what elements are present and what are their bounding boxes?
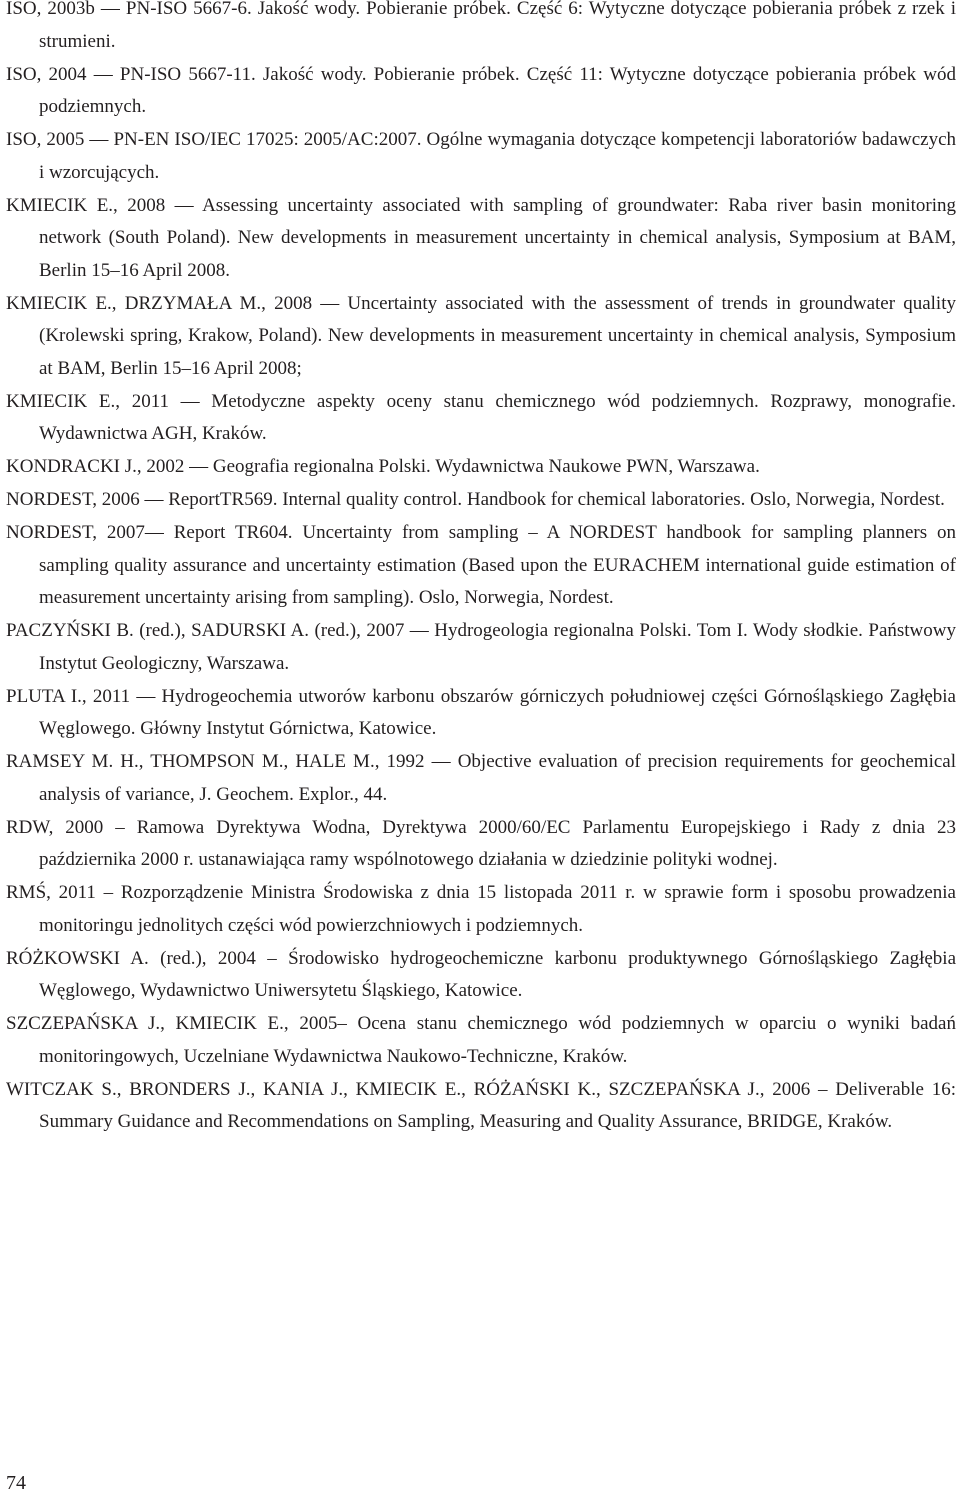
reference-item: ISO, 2003b — PN-ISO 5667-6. Jakość wody. Pobieranie próbek. Część 6: Wytyczne dotyczące pobierania próbek z rzek i strumieni.	[6, 0, 956, 52]
reference-item: NORDEST, 2006 — ReportTR569. Internal quality control. Handbook for chemical laboratories. Oslo, Norwegia, Nordest.	[6, 489, 945, 510]
reference-item: ISO, 2005 — PN-EN ISO/IEC 17025: 2005/AC:2007. Ogólne wymagania dotyczące kompetencji laboratoriów badawczych i wzorcujących.	[6, 129, 956, 183]
page-number: 74	[6, 1472, 26, 1494]
reference-item: RMŚ, 2011 – Rozporządzenie Ministra Środowiska z dnia 15 listopada 2011 r. w sprawie form i sposobu prowadzenia monitoringu jednolitych części wód powierzchniowych i podziemnych.	[6, 882, 956, 936]
reference-item: KMIECIK E., 2008 — Assessing uncertainty associated with sampling of groundwater: Raba river basin monitoring network (South Poland). New developments in measurement uncertainty in chemical analysis, Symposium at BAM, Berlin 15–16 April 2008.	[6, 194, 956, 281]
reference-item: KMIECIK E., 2011 — Metodyczne aspekty oceny stanu chemicznego wód podziemnych. Rozprawy, monografie. Wydawnictwa AGH, Kraków.	[6, 390, 956, 444]
reference-item: RAMSEY M. H., THOMPSON M., HALE M., 1992 — Objective evaluation of precision requirements for geochemical analysis of variance, J. Geochem. Explor., 44.	[6, 751, 956, 805]
reference-item: ISO, 2004 — PN-ISO 5667-11. Jakość wody. Pobieranie próbek. Część 11: Wytyczne dotyczące pobierania próbek wód podziemnych.	[6, 63, 956, 117]
reference-list	[6, 0, 956, 1139]
reference-item: KONDRACKI J., 2002 — Geografia regionalna Polski. Wydawnictwa Naukowe PWN, Warszawa.	[6, 456, 760, 477]
reference-item: KMIECIK E., DRZYMAŁA M., 2008 — Uncertainty associated with the assessment of trends in groundwater quality (Krolewski spring, Krakow, Poland). New developments in measurement uncertainty in chemical analysis, Symposium at BAM, Berlin 15–16 April 2008;	[6, 292, 956, 379]
reference-item: WITCZAK S., BRONDERS J., KANIA J., KMIECIK E., RÓŻAŃSKI K., SZCZEPAŃSKA J., 2006 – Deliverable 16: Summary Guidance and Recommendations on Sampling, Measuring and Quality Assurance, BRIDGE, Kraków.	[6, 1078, 956, 1132]
reference-item: PACZYŃSKI B. (red.), SADURSKI A. (red.), 2007 — Hydrogeologia regionalna Polski. Tom I. Wody słodkie. Państwowy Instytut Geologiczny, Warszawa.	[6, 620, 956, 674]
reference-item: NORDEST, 2007— Report TR604. Uncertainty from sampling – A NORDEST handbook for sampling planners on sampling quality assurance and uncertainty estimation (Based upon the EURACHEM international guide estimation of measurement uncertainty arising from sampling). Oslo, Norwegia, Nordest.	[6, 522, 956, 608]
reference-item: PLUTA I., 2011 — Hydrogeochemia utworów karbonu obszarów górniczych południowej części Górnośląskiego Zagłębia Węglowego. Główny Instytut Górnictwa, Katowice.	[6, 685, 956, 739]
reference-item: RDW, 2000 – Ramowa Dyrektywa Wodna, Dyrektywa 2000/60/EC Parlamentu Europejskiego i Rady z dnia 23 października 2000 r. ustanawiająca ramy wspólnotowego działania w dziedzinie polityki wodnej.	[6, 816, 956, 870]
reference-item: SZCZEPAŃSKA J., KMIECIK E., 2005– Ocena stanu chemicznego wód podziemnych w oparciu o wyniki badań monitoringowych, Uczelniane Wydawnictwa Naukowo-Techniczne, Kraków.	[6, 1013, 956, 1067]
reference-item: RÓŻKOWSKI A. (red.), 2004 – Środowisko hydrogeochemiczne karbonu produktywnego Górnośląskiego Zagłębia Węglowego, Wydawnictwo Uniwersytetu Śląskiego, Katowice.	[6, 947, 956, 1001]
